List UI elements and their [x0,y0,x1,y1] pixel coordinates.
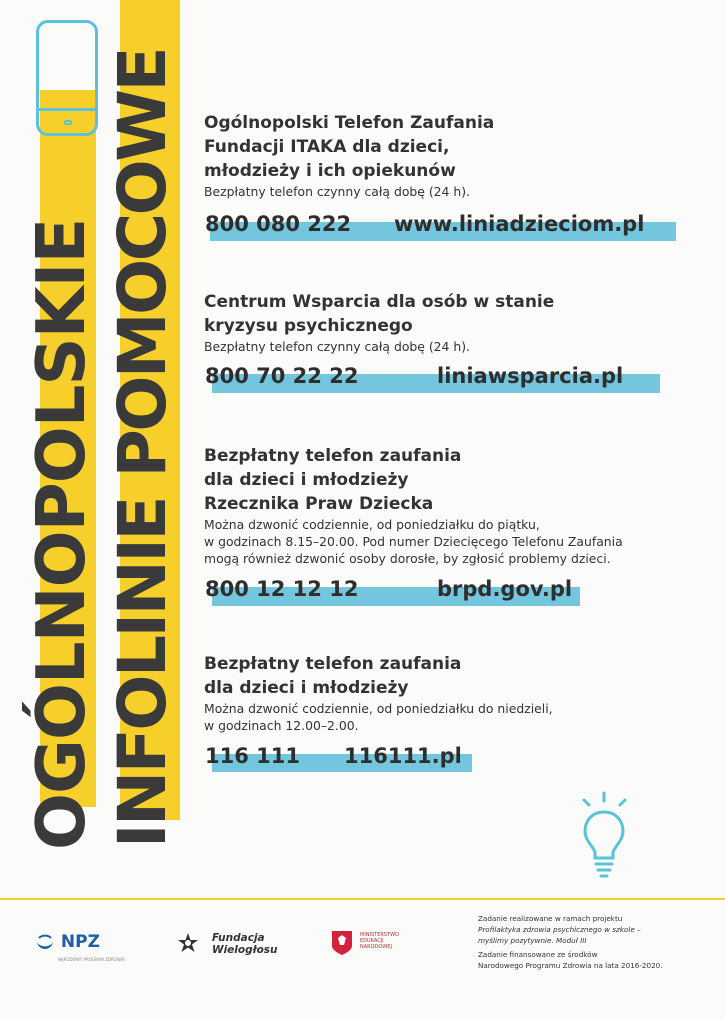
entry-description: Bezpłatny telefon czynny całą dobę (24 h). [204,339,470,354]
website-link[interactable]: liniawsparcia.pl [437,364,624,388]
fundacja-star-icon [177,932,199,954]
entry-description: Można dzwonić codziennie, od poniedziałku do piątku, w godzinach 8.15–20.00. Pod numer Dziecięcego Telefonu Zaufania mogą również dzwonić osoby dorosłe, by zgłosić problemy dzieci. [204,517,623,566]
entry-title: Centrum Wsparcia dla osób w stanie kryzysu psychicznego [204,292,555,336]
website-link[interactable]: brpd.gov.pl [437,577,573,601]
npz-wave-icon [35,932,55,950]
vertical-heading-1: OGÓLNOPOLSKIE [22,218,100,850]
phone-number: 800 12 12 12 [205,577,359,601]
footer-divider [0,898,725,900]
helpline-entry-rpd [204,444,623,567]
phone-number: 800 70 22 22 [205,364,359,388]
poland-emblem-icon [331,930,353,956]
helpline-entry-itaka [204,111,494,200]
vertical-heading-2: INFOLINIE POMOCOWE [104,48,181,848]
helpline-entry-centrum-wsparcia [204,290,554,355]
lightbulb-icon [577,790,637,882]
smartphone-icon [36,20,98,136]
entry-title: Bezpłatny telefon zaufania dla dzieci i młodzieży [204,654,462,698]
phone-number: 116 111 [205,744,300,768]
entry-title: Ogólnopolski Telefon Zaufania Fundacji ITAKA dla dzieci, młodzieży i ich opiekunów [204,113,495,181]
helpline-entry-116111 [204,652,553,734]
npz-logo: NPZ [35,932,100,952]
entry-description: Można dzwonić codziennie, od poniedziałku do niedzieli, w godzinach 12.00–2.00. [204,701,553,733]
website-link[interactable]: www.liniadzieciom.pl [394,212,645,236]
fundacja-wieloglosu-logo: Fundacja Wielogłosu [212,932,278,956]
footer-funding-note: Zadanie realizowane w ramach projektu Profilaktyka zdrowia psychicznego w szkole – myślimy pozytywnie. Moduł III Zadanie finansowane ze środków Narodowego Programu Zdrowia na lata 2016-2020. [478,914,663,970]
entry-description: Bezpłatny telefon czynny całą dobę (24 h). [204,184,470,199]
ministry-logo-text: MINISTERSTWO EDUKACJI NARODOWEJ [360,932,399,950]
phone-number: 800 080 222 [205,212,352,236]
website-link[interactable]: 116111.pl [344,744,462,768]
npz-subtitle: NARODOWY PROGRAM ZDROWIA [58,957,125,962]
entry-title: Bezpłatny telefon zaufania dla dzieci i młodzieży Rzecznika Praw Dziecka [204,446,462,514]
